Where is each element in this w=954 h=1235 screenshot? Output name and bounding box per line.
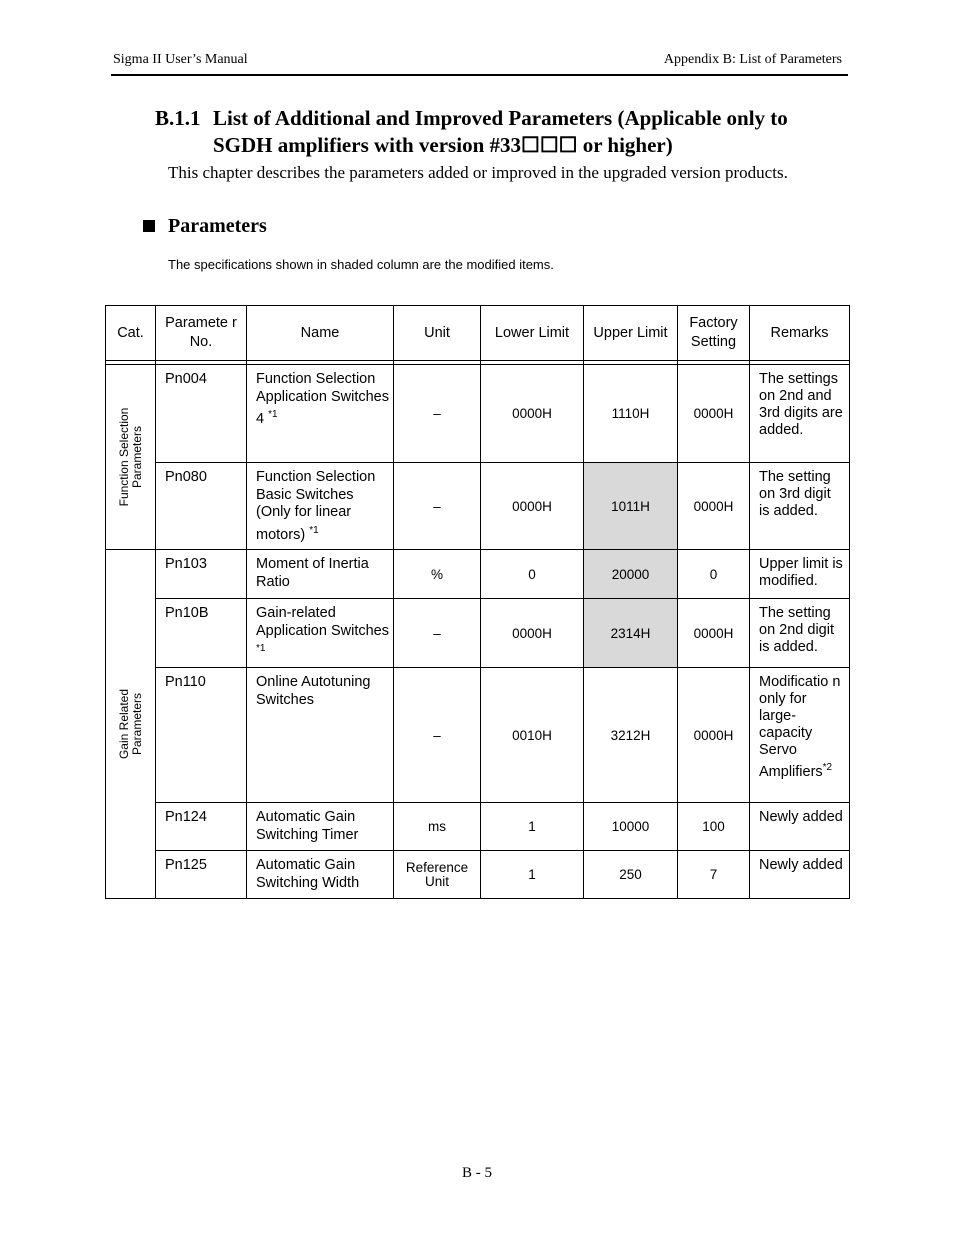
param-name: Moment of Inertia Ratio: [247, 550, 394, 599]
param-name: Function Selection Application Switches 4 $^{*1}$: [247, 365, 394, 463]
param-no: Pn110: [156, 668, 247, 803]
param-unit: %: [394, 550, 481, 599]
param-no: Pn124: [156, 803, 247, 851]
header-cat: Cat.: [106, 306, 156, 361]
param-remarks: Newly added: [750, 851, 850, 899]
param-name: Automatic Gain Switching Width: [247, 851, 394, 899]
param-unit: –: [394, 668, 481, 803]
subheading-text: Parameters: [168, 215, 267, 237]
page-number: B - 5: [462, 1165, 492, 1181]
header-left: Sigma II User’s Manual: [113, 52, 248, 67]
param-name: Function Selection Basic Switches (Only for linear motors) $^{*1}$: [247, 463, 394, 550]
category-function: Function Selection Parameters: [106, 365, 156, 550]
param-lower: 1: [481, 851, 584, 899]
subheading: [143, 215, 267, 238]
param-lower: 0000H: [481, 463, 584, 550]
param-no: Pn125: [156, 851, 247, 899]
param-unit: –: [394, 463, 481, 550]
param-no: Pn10B: [156, 599, 247, 668]
param-factory: 0000H: [678, 365, 750, 463]
param-factory: 0000H: [678, 668, 750, 803]
category-gain: Gain Related Parameters: [106, 550, 156, 899]
param-remarks: The setting on 2nd digit is added.: [750, 599, 850, 668]
param-lower: 0000H: [481, 599, 584, 668]
param-remarks: Newly added: [750, 803, 850, 851]
param-factory: 0: [678, 550, 750, 599]
header-rule: [111, 74, 848, 76]
param-unit: –: [394, 599, 481, 668]
table-row: [106, 365, 850, 463]
param-name: Gain-related Application Switches $^{*1}$: [247, 599, 394, 668]
header-factory-setting: Factory Setting: [678, 306, 750, 361]
table-row: [106, 550, 850, 599]
param-remarks: Upper limit is modified.: [750, 550, 850, 599]
header-right: Appendix B: List of Parameters: [663, 52, 842, 67]
shading-note: The specifications shown in shaded column are the modified items.: [168, 257, 554, 272]
param-upper: 1011H: [584, 463, 678, 550]
param-remarks: The settings on 2nd and 3rd digits are added.: [750, 365, 850, 463]
param-name: Online Autotuning Switches: [247, 668, 394, 803]
section-number: B.1.1: [155, 106, 201, 130]
param-upper: 10000: [584, 803, 678, 851]
param-upper: 3212H: [584, 668, 678, 803]
table-row: [106, 463, 850, 550]
section-title-line1: List of Additional and Improved Parameters (Applicable only to: [213, 106, 788, 130]
header-upper-limit: Upper Limit: [584, 306, 678, 361]
table-row: [106, 803, 850, 851]
param-factory: 100: [678, 803, 750, 851]
param-upper: 250: [584, 851, 678, 899]
param-upper: 1110H: [584, 365, 678, 463]
param-unit: Reference Unit: [394, 851, 481, 899]
header-remarks: Remarks: [750, 306, 850, 361]
param-remarks: The setting on 3rd digit is added.: [750, 463, 850, 550]
square-bullet-icon: [143, 220, 155, 232]
param-unit: ms: [394, 803, 481, 851]
param-lower: 0010H: [481, 668, 584, 803]
param-lower: 1: [481, 803, 584, 851]
param-no: Pn080: [156, 463, 247, 550]
header-param-no: Paramete r No.: [156, 306, 247, 361]
param-no: Pn103: [156, 550, 247, 599]
param-upper: 20000: [584, 550, 678, 599]
param-remarks: Modificatio n only for large- capacity Servo Amplifiers$^{*2}$: [750, 668, 850, 803]
param-factory: 0000H: [678, 463, 750, 550]
parameters-table: [105, 305, 850, 899]
header-unit: Unit: [394, 306, 481, 361]
param-lower: 0000H: [481, 365, 584, 463]
section-title: [155, 105, 835, 159]
param-no: Pn004: [156, 365, 247, 463]
table-row: [106, 668, 850, 803]
table-row: [106, 851, 850, 899]
header-lower-limit: Lower Limit: [481, 306, 584, 361]
param-upper: 2314H: [584, 599, 678, 668]
param-unit: –: [394, 365, 481, 463]
intro-paragraph: This chapter describes the parameters added or improved in the upgraded version products.: [168, 163, 788, 182]
param-factory: 0000H: [678, 599, 750, 668]
param-lower: 0: [481, 550, 584, 599]
param-factory: 7: [678, 851, 750, 899]
section-title-line2: SGDH amplifiers with version #33☐☐☐ or higher): [213, 133, 673, 157]
table-row: [106, 599, 850, 668]
param-name: Automatic Gain Switching Timer: [247, 803, 394, 851]
header-name: Name: [247, 306, 394, 361]
